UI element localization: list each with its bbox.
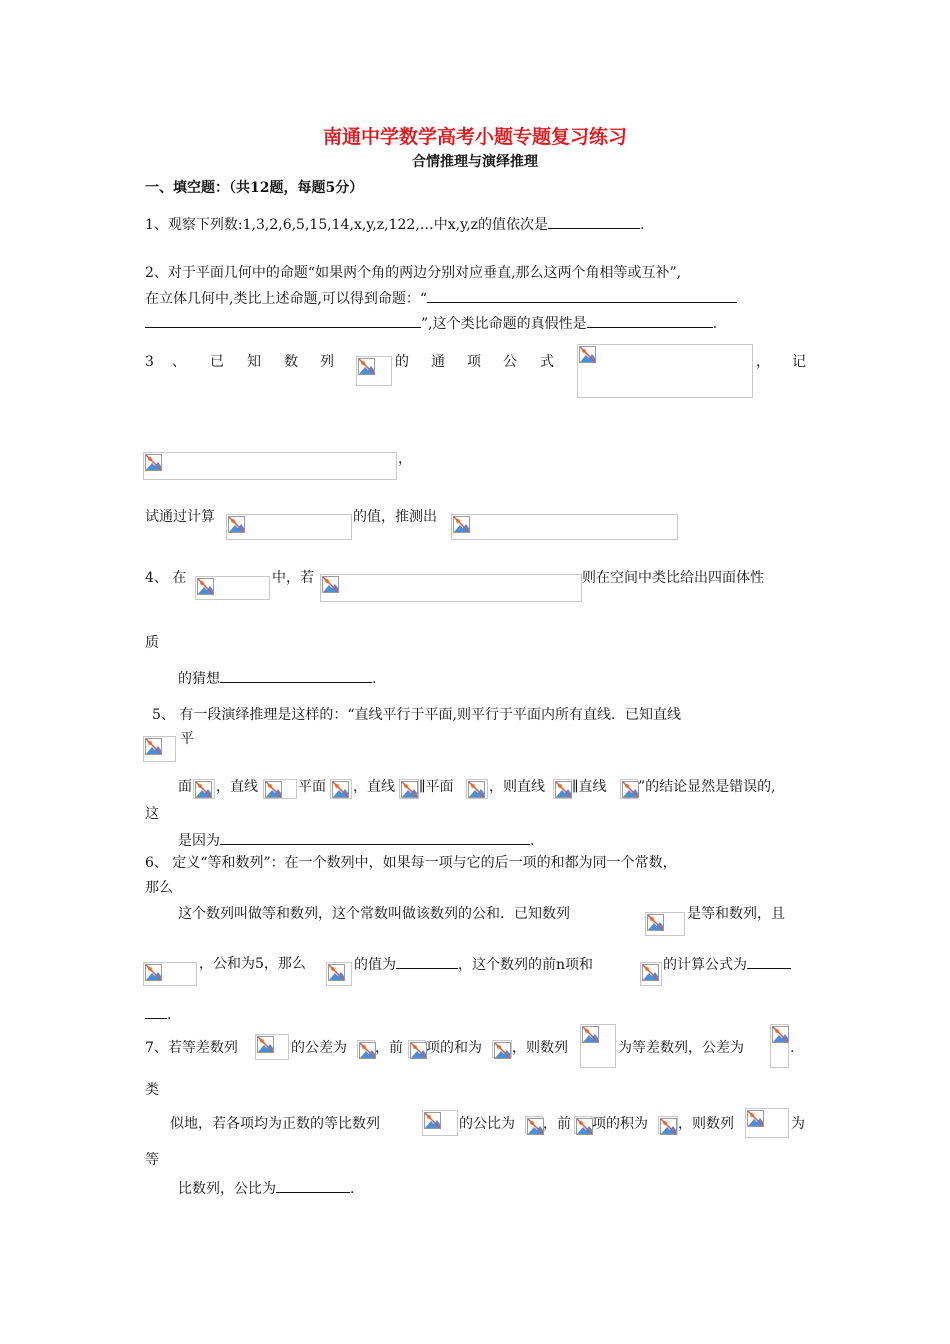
answer-blank[interactable] [276,1178,350,1193]
broken-image-icon [468,781,485,798]
q6-text: ，公和为5，那么 [199,956,306,972]
q7-text: 项的和为 [426,1040,482,1056]
broken-image-icon [494,1042,511,1059]
broken-image-icon [576,1118,593,1135]
q6-text: 6、 定义“等和数列”：在一个数列中，如果每一项与它的后一项的和都为同一个常数， [145,855,677,871]
formula-image [263,779,297,799]
q5-text: 5、 有一段演绎推理是这样的：“直线平行于平面,则平行于平面内所有直线．已知直线 [152,707,681,723]
section-heading: 一、填空题：（共12题，每题5分） [145,180,364,196]
q7-text: 类 [145,1082,159,1098]
broken-image-icon [328,964,345,981]
q4-line: 的猜想 . [178,668,376,689]
q7-text: ，前 [543,1116,571,1132]
q5-text: ∥直线 [572,779,607,795]
broken-image-icon [195,781,212,798]
broken-image-icon [257,1036,274,1053]
q3-char: 公 [503,354,517,370]
formula-image [553,779,572,799]
broken-image-icon [647,914,664,931]
formula-image [143,962,197,986]
q5-text: ∥平面 [419,779,454,795]
broken-image-icon [197,578,214,595]
page-subtitle: 合情推理与演绎推理 [412,154,538,170]
q3-char: 列 [320,354,334,370]
formula-image [580,1024,616,1068]
q6-line: 的计算公式为 [663,954,791,975]
q3-char: 已 [210,354,224,370]
q5-text: 这 [145,806,159,822]
broken-image-icon [265,781,282,798]
q5-text: 平面 [298,779,326,795]
broken-image-icon [527,1118,544,1135]
q5-text: ，直线 [216,779,258,795]
formula-image [577,344,753,398]
broken-image-icon [453,516,470,533]
answer-blank[interactable] [427,288,737,303]
q4-text: 质 [145,635,159,651]
q3-text: 的值，推测出 [353,509,437,525]
q5-line: 是因为 . [178,830,534,851]
q6-text: 那么 [145,880,173,896]
formula-image [574,1116,592,1134]
q3-char: 、 [172,354,186,370]
q7-text: 7、若等差数列 [145,1040,238,1056]
answer-blank[interactable] [220,668,372,683]
formula-image [195,576,270,600]
broken-image-icon [410,1042,427,1059]
q4-text: 则在空间中类比给出四面体性 [582,570,764,586]
q7-text: ，则数列 [678,1116,734,1132]
broken-image-icon [772,1026,789,1043]
q7-text: 为 [791,1116,805,1132]
q7-line: 比数列，公比为 . [178,1178,354,1199]
answer-blank[interactable] [145,313,421,328]
answer-blank[interactable] [548,214,640,229]
broken-image-icon [145,738,162,755]
q7-text: ，前 [375,1040,403,1056]
q3-char: 记 [792,354,806,370]
formula-image [143,452,397,480]
q3-char: 式 [540,354,554,370]
q6-line: . [145,1004,171,1025]
q7-text: 为等差数列，公差为 [618,1040,744,1056]
formula-image [640,962,662,986]
q3-char: 项 [467,354,481,370]
broken-image-icon [424,1112,441,1129]
q5-text: ”的结论显然是错误的, [638,779,776,795]
formula-image [226,514,352,540]
formula-image [770,1024,789,1068]
q7-text: 的公差为 [291,1040,347,1056]
formula-image [620,779,638,799]
formula-image [408,1040,426,1058]
broken-image-icon [401,781,418,798]
broken-image-icon [555,781,572,798]
q3-char: 的 [395,354,409,370]
formula-image [193,779,215,799]
question-2-line-1: 2、对于平面几何中的命题“如果两个角的两边分别对应垂直,那么这两个角相等或互补”, [145,265,682,281]
broken-image-icon [660,1118,677,1135]
q5-text: 面 [178,779,192,795]
q5-text: ，直线 [353,779,395,795]
q3-char: 数 [284,354,298,370]
question-2-line-3: ”,这个类比命题的真假性是 . [145,313,717,334]
q7-text: . [790,1040,795,1056]
q5-text: 平 [180,731,194,747]
broken-image-icon [579,346,596,363]
q7-text: 项的积为 [592,1116,648,1132]
broken-image-icon [145,454,162,471]
formula-image [466,779,488,799]
formula-image [492,1040,512,1058]
q3-char: 知 [247,354,261,370]
formula-image [422,1110,458,1136]
q5-text: ，则直线 [489,779,545,795]
formula-image [356,356,392,386]
q3-text: 试通过计算 [145,509,215,525]
formula-image [320,574,582,602]
broken-image-icon [145,964,162,981]
broken-image-icon [322,576,339,593]
q7-text: 的公比为 [459,1116,515,1132]
question-1: 1、观察下列数:1,3,2,6,5,15,14,x,y,z,122,…中x,y,z的值依次是 . [145,214,644,235]
broken-image-icon [359,1042,376,1059]
broken-image-icon [622,781,639,798]
q4-text: 中，若 [272,570,314,586]
formula-image [451,514,678,540]
formula-image [326,962,352,986]
q3-comma: ， [398,451,412,467]
q7-text: 等 [145,1152,159,1168]
q6-line: 的值为 ，这个数列的前n项和 [354,954,593,975]
answer-blank[interactable] [220,830,530,845]
q7-text: ，则数列 [512,1040,568,1056]
formula-image [645,912,685,936]
broken-image-icon [582,1026,599,1043]
answer-blank[interactable] [396,954,458,969]
formula-image [143,736,176,762]
q3-comma: ， [756,354,770,370]
broken-image-icon [747,1110,764,1127]
formula-image [357,1040,375,1058]
answer-blank[interactable] [145,1004,167,1019]
answer-blank[interactable] [747,954,791,969]
formula-image [255,1034,289,1060]
broken-image-icon [332,781,349,798]
broken-image-icon [228,516,245,533]
broken-image-icon [642,964,659,981]
q6-text: 这个数列叫做等和数列，这个常数叫做该数列的公和．已知数列 [178,906,570,922]
broken-image-icon [358,358,375,375]
q3-char: 通 [431,354,445,370]
q3-char: 3 [145,354,154,370]
formula-image [525,1116,543,1134]
formula-image [745,1108,789,1138]
q7-text: 似地，若各项均为正数的等比数列 [170,1116,380,1132]
formula-image [399,779,419,799]
question-2-line-2: 在立体几何中,类比上述命题,可以得到命题：“ [145,288,737,309]
formula-image [330,779,352,799]
page-title: 南通中学数学高考小题专题复习练习 [322,126,627,148]
q6-text: 是等和数列，且 [687,906,785,922]
q4-text: 4、 在 [145,570,187,586]
formula-image [658,1116,678,1134]
answer-blank[interactable] [587,313,713,328]
